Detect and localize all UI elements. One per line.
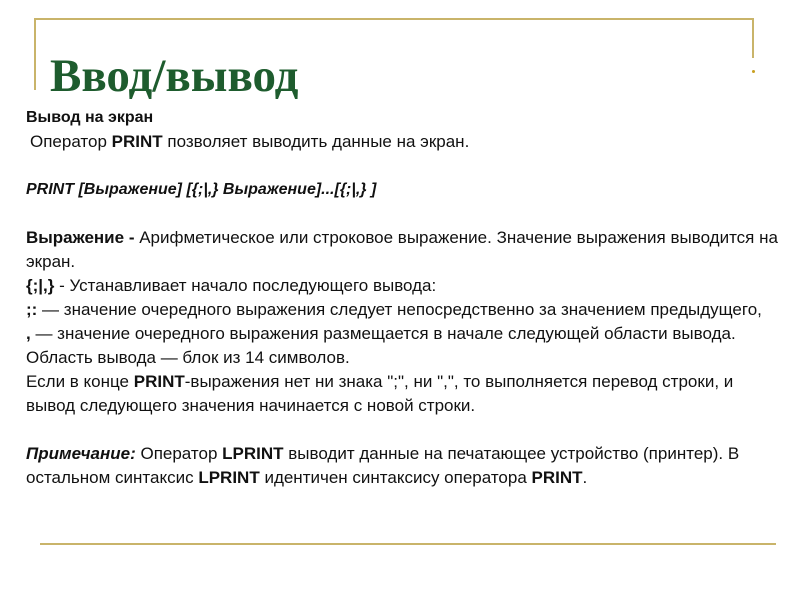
expression-text: Арифметическое или строковое выражение. Значение выражения выводится на экран. [26,228,778,271]
expression-paragraph [26,226,786,274]
note-pre: Оператор [135,444,223,463]
note-mid: выводит данные на печатающее устройство (принтер). В остальном синтаксис [26,444,740,487]
frame-right-line [752,18,754,58]
note-keyword-print: PRINT [531,468,583,487]
note-keyword-lprint-2: LPRINT [198,468,260,487]
note-paragraph [26,442,786,490]
note-label: Примечание: [26,444,136,463]
separators-term: {;|,} [26,276,55,295]
frame-top-line [34,18,754,20]
frame-bottom-line [40,543,776,545]
spacer [26,202,786,226]
decorative-dot [752,70,755,73]
spacer [26,418,786,442]
intro-keyword: PRINT [111,132,163,151]
section-heading: Вывод на экран [26,109,154,126]
no-sign-keyword: PRINT [133,372,185,391]
slide-body [26,106,786,490]
frame-left-line [34,18,36,90]
semicolon-paragraph [26,298,786,322]
note-post: идентичен синтаксису оператора [259,468,532,487]
intro-text-pre: Оператор [30,132,112,151]
intro-paragraph [26,130,786,154]
semicolon-text: — значение очередного выражения следует непосредственно за значением предыдущего, [37,300,762,319]
separators-text: - Устанавливает начало последующего вывода: [54,276,437,295]
comma-paragraph [26,322,786,370]
comma-term: , [26,324,31,343]
no-sign-post: -выражения нет ни знака ";", ни ",", то выполняется перевод строки, и вывод следующего значения начинается с новой строки. [26,372,734,415]
semicolon-term: ;: [26,300,38,319]
intro-text-post: позволяет выводить данные на экран. [162,132,470,151]
spacer [26,154,786,178]
no-sign-pre: Если в конце [26,372,134,391]
expression-dash: - [124,228,140,247]
expression-term: Выражение [26,228,125,247]
comma-text: — значение очередного выражения размещается в начале следующей области вывода. Область вывода — блок из 14 символов. [26,324,736,367]
separators-paragraph [26,274,786,298]
note-end: . [582,468,588,487]
no-sign-paragraph [26,370,786,418]
syntax-line: PRINT [Выражение] [{;|,} Выражение]...[{;|,} ] [26,181,377,198]
note-keyword-lprint: LPRINT [222,444,284,463]
slide-title: Ввод/вывод [50,50,299,102]
